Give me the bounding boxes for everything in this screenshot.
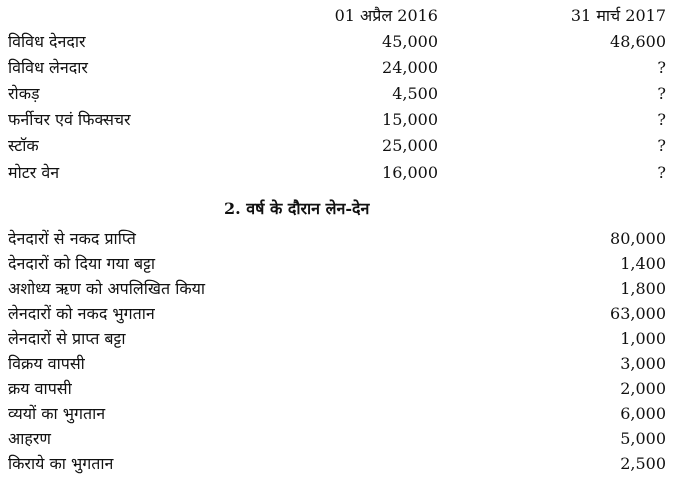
balance-opening: 15,000	[382, 110, 438, 129]
balance-closing: ?	[657, 84, 666, 103]
transaction-label: देनदारों को दिया गया बट्टा	[8, 254, 156, 273]
transaction-label: लेनदारों से प्राप्त बट्टा	[8, 329, 126, 348]
transaction-value: 3,000	[620, 354, 666, 373]
transaction-value: 6,000	[620, 404, 666, 423]
transaction-label: अशोध्य ऋण को अपलिखित किया	[8, 279, 206, 298]
transaction-value: 2,500	[620, 454, 666, 473]
balance-label: फर्नीचर एवं फिक्सचर	[8, 110, 131, 129]
balance-closing: 48,600	[610, 32, 666, 51]
transaction-label: लेनदारों को नकद भुगतान	[8, 304, 155, 323]
balance-closing: ?	[657, 58, 666, 77]
balance-opening: 16,000	[382, 163, 438, 182]
transaction-value: 1,800	[620, 279, 666, 298]
transaction-label: किराये का भुगतान	[8, 454, 114, 473]
transaction-value: 2,000	[620, 379, 666, 398]
balance-opening: 24,000	[382, 58, 438, 77]
transaction-value: 1,000	[620, 329, 666, 348]
column-header-closing: 31 मार्च 2017	[570, 6, 666, 25]
balance-label: विविध लेनदार	[8, 58, 88, 77]
transaction-value: 5,000	[620, 429, 666, 448]
balance-opening: 25,000	[382, 136, 438, 155]
transaction-label: विक्रय वापसी	[8, 354, 85, 373]
balance-closing: ?	[657, 110, 666, 129]
balance-label: स्टॉक	[8, 136, 39, 155]
balance-closing: ?	[657, 163, 666, 182]
column-header-opening: 01 अप्रैल 2016	[334, 6, 438, 25]
section-title: वर्ष के दौरान लेन-देन	[246, 199, 370, 218]
balance-label: रोकड़	[8, 84, 40, 103]
balance-opening: 4,500	[392, 84, 438, 103]
transaction-value: 1,400	[620, 254, 666, 273]
transaction-label: देनदारों से नकद प्राप्ति	[8, 229, 136, 248]
transaction-value: 63,000	[610, 304, 666, 323]
section-number: 2.	[224, 199, 241, 218]
section-heading	[224, 199, 369, 219]
transaction-label: व्ययों का भुगतान	[8, 404, 106, 423]
transaction-label: आहरण	[8, 429, 51, 448]
balance-closing: ?	[657, 136, 666, 155]
balance-opening: 45,000	[382, 32, 438, 51]
transaction-label: क्रय वापसी	[8, 379, 72, 398]
transaction-value: 80,000	[610, 229, 666, 248]
balance-label: विविध देनदार	[8, 32, 86, 51]
balance-label: मोटर वेन	[8, 163, 60, 182]
